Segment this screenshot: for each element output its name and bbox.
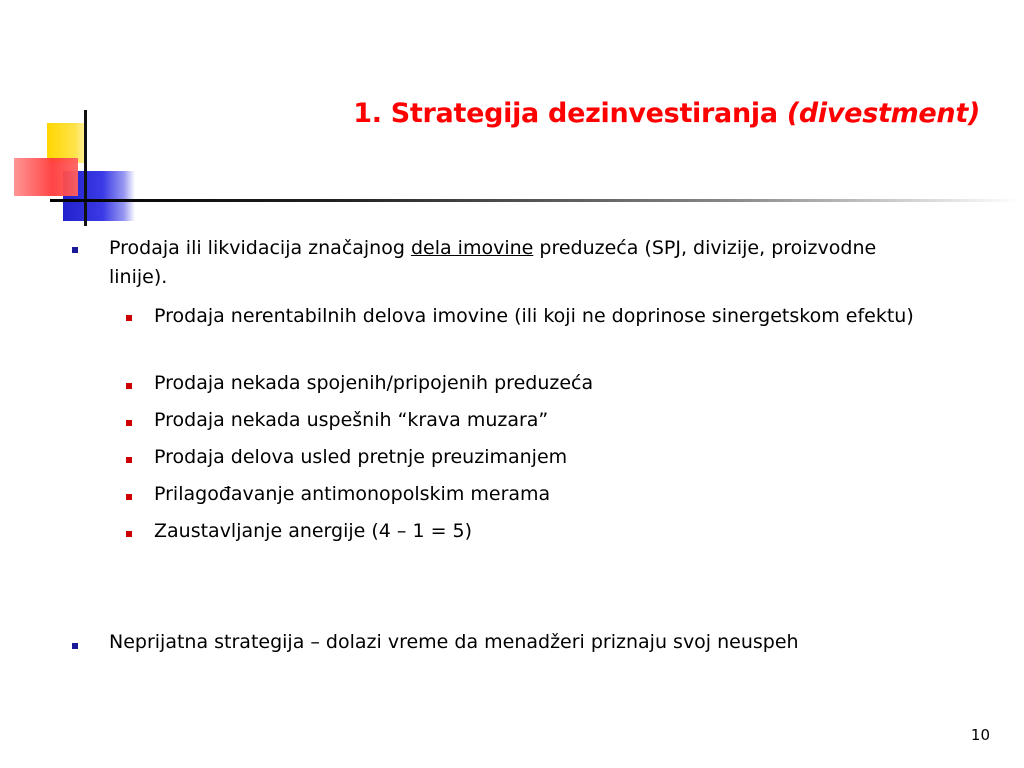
page-number: 10 [970,726,990,744]
sub-bullet-text: Prodaja delova usled pretnje preuzimanjem [154,446,568,468]
sub-bullet-text: Prilagođavanje antimonopolskim merama [154,483,551,505]
vertical-rule [84,110,87,226]
title-emphasis-text: (divestment) [786,98,980,129]
square-bullet-icon [126,383,132,389]
square-bullet-icon [126,420,132,426]
sub-bullet-text: Prodaja nerentabilnih delova imovine (ili koji ne doprinose sinergetskom efektu) [154,305,914,327]
bullet-text-2: Neprijatna strategija – dolazi vreme da menadžeri priznaju svoj neuspeh [109,631,799,653]
title-main-text: 1. Strategija dezinvestiranja [353,98,787,129]
slide-title [353,98,980,129]
sub-bullet-text: Prodaja nekada spojenih/pripojenih preduzeća [154,372,594,394]
square-bullet-icon [126,494,132,500]
square-bullet-icon [72,643,78,649]
square-bullet-icon [126,315,132,321]
bullet-1-underlined-text: dela imovine [410,237,534,259]
title-divider-line [50,199,1020,202]
bullet-text-1 [109,234,939,292]
red-square-shape [14,158,78,196]
sub-bullet-text: Prodaja nekada uspešnih “krava muzara” [154,409,549,431]
bullet-1-text-end: preduzeća (SPJ, divizije, proizvodne linije). [109,237,877,288]
sub-bullet-text: Zaustavljanje anergije (4 – 1 = 5) [154,520,473,542]
yellow-square-shape [47,123,87,163]
square-bullet-icon [126,457,132,463]
square-bullet-icon [72,247,78,253]
square-bullet-icon [126,531,132,537]
bullet-1-text-start: Prodaja ili likvidacija značajnog [109,237,411,259]
